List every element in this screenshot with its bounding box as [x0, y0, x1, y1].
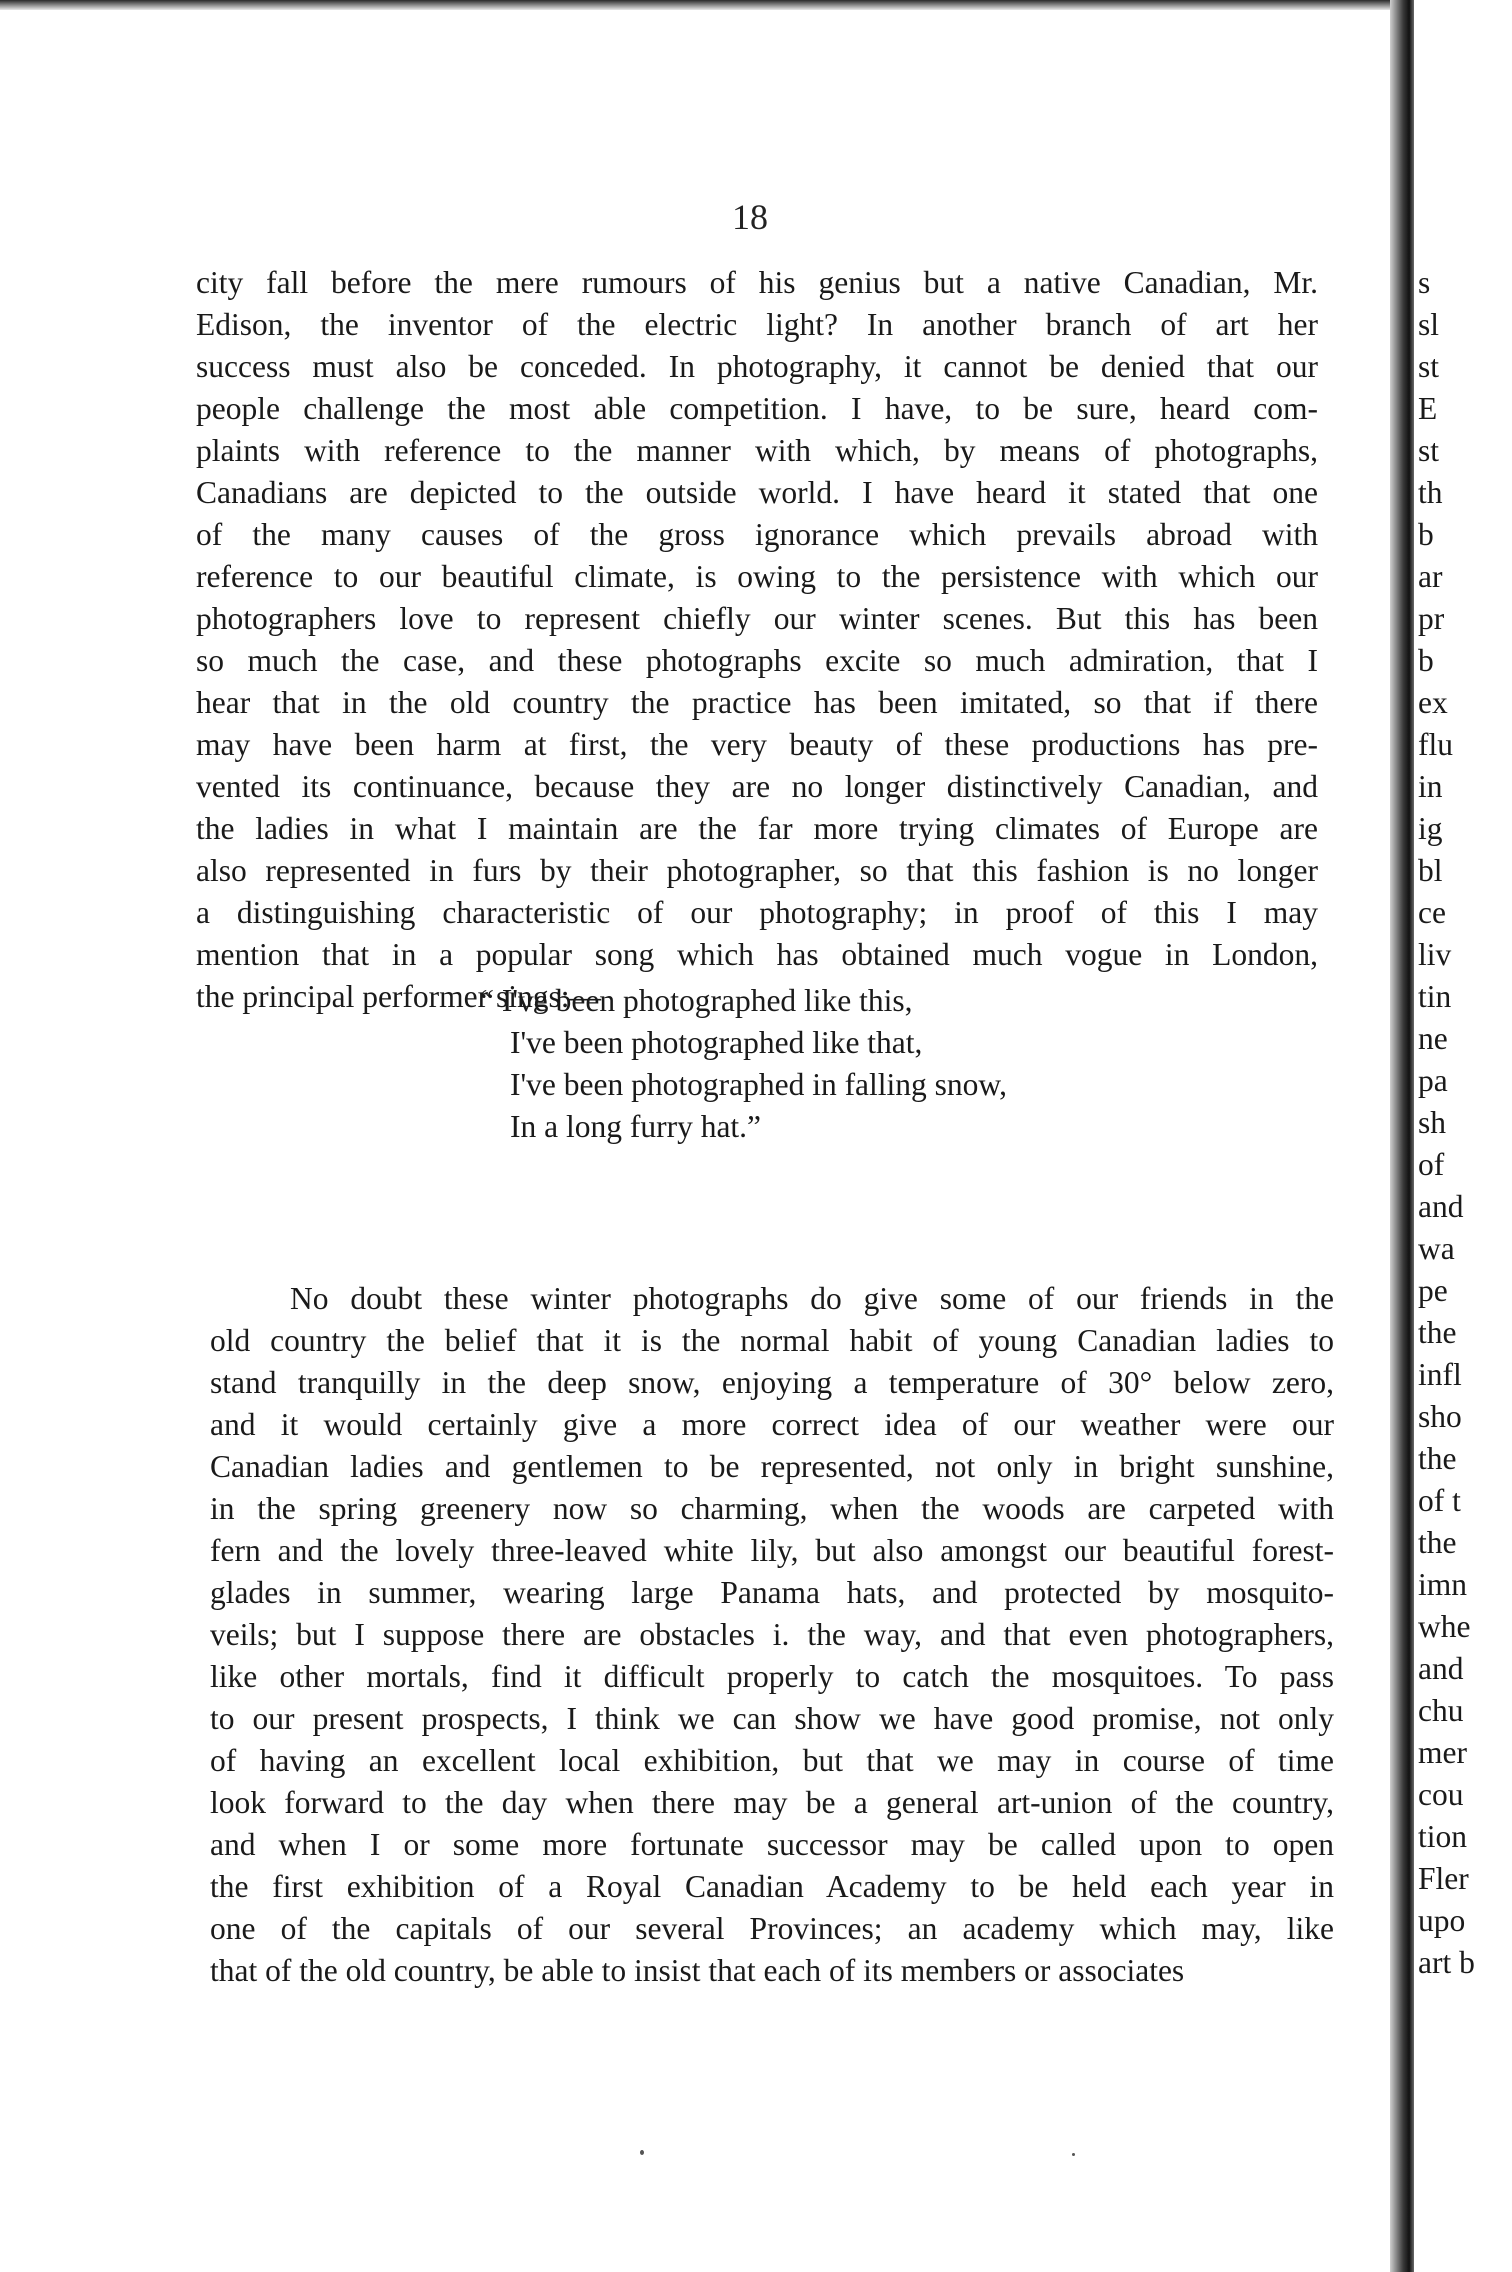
- text-line: to our present prospects, I think we can show we have good promise, not only: [210, 1701, 1334, 1736]
- adjacent-page-fragment: st: [1418, 433, 1440, 468]
- verse-line: In a long furry hat.”: [510, 1109, 762, 1144]
- paragraph-two: [210, 1278, 1334, 1992]
- adjacent-page-fragment: sl: [1418, 307, 1440, 342]
- adjacent-page-fragment: imn: [1418, 1567, 1468, 1602]
- text-line: Canadians are depicted to the outside world. I have heard it stated that one: [196, 475, 1318, 510]
- adjacent-page-fragment: pe: [1418, 1273, 1448, 1308]
- verse-line: “ I've been photographed like this,: [480, 983, 913, 1018]
- adjacent-page-fragment: and: [1418, 1189, 1464, 1224]
- adjacent-page-fragment: the: [1418, 1525, 1457, 1560]
- text-line: and it would certainly give a more correct idea of our weather were our: [210, 1407, 1334, 1442]
- adjacent-page-fragment: art b: [1418, 1945, 1475, 1980]
- adjacent-page-fragment: the: [1418, 1315, 1457, 1350]
- text-line: a distinguishing characteristic of our photography; in proof of this I may: [196, 895, 1318, 930]
- text-line: so much the case, and these photographs excite so much admiration, that I: [196, 643, 1318, 678]
- adjacent-page-fragment: th: [1418, 475, 1443, 510]
- adjacent-page-fragment: of t: [1418, 1483, 1461, 1518]
- adjacent-page-fragment: ar: [1418, 559, 1443, 594]
- text-line: people challenge the most able competition. I have, to be sure, heard com-: [196, 391, 1318, 426]
- text-line: city fall before the mere rumours of his genius but a native Canadian, Mr.: [196, 265, 1318, 300]
- adjacent-page-fragment: Fler: [1418, 1861, 1469, 1896]
- ink-speck: [1072, 2153, 1075, 2156]
- text-line: hear that in the old country the practice has been imitated, so that if there: [196, 685, 1318, 720]
- text-line: old country the belief that it is the normal habit of young Canadian ladies to: [210, 1323, 1334, 1358]
- adjacent-page-fragment: st: [1418, 349, 1440, 384]
- adjacent-page-fragment: and: [1418, 1651, 1464, 1686]
- paragraph-one: [196, 262, 1318, 1018]
- adjacent-page-fragment: flu: [1418, 727, 1453, 762]
- text-line: reference to our beautiful climate, is owing to the persistence with which our: [196, 559, 1318, 594]
- text-line: mention that in a popular song which has obtained much vogue in London,: [196, 937, 1318, 972]
- verse-line: I've been photographed like that,: [510, 1025, 923, 1060]
- text-line: the first exhibition of a Royal Canadian Academy to be held each year in: [210, 1869, 1334, 1904]
- adjacent-page-fragment: b: [1418, 517, 1434, 552]
- text-line: No doubt these winter photographs do give some of our friends in the: [290, 1281, 1334, 1316]
- text-line: plaints with reference to the manner with which, by means of photographs,: [196, 433, 1318, 468]
- text-line: fern and the lovely three-leaved white lily, but also amongst our beautiful forest-: [210, 1533, 1334, 1568]
- text-line: look forward to the day when there may be a general art-union of the country,: [210, 1785, 1334, 1820]
- text-line: glades in summer, wearing large Panama hats, and protected by mosquito-: [210, 1575, 1334, 1610]
- adjacent-page-fragment: b: [1418, 643, 1434, 678]
- text-line: Edison, the inventor of the electric light? In another branch of art her: [196, 307, 1318, 342]
- adjacent-page-fragment: sho: [1418, 1399, 1462, 1434]
- text-line: photographers love to represent chiefly our winter scenes. But this has been: [196, 601, 1318, 636]
- text-line: in the spring greenery now so charming, when the woods are carpeted with: [210, 1491, 1334, 1526]
- text-line: also represented in furs by their photographer, so that this fashion is no longer: [196, 853, 1318, 888]
- text-line: of having an excellent local exhibition, but that we may in course of time: [210, 1743, 1334, 1778]
- adjacent-page-fragment: E: [1418, 391, 1438, 426]
- adjacent-page-fragment: ne: [1418, 1021, 1448, 1056]
- text-line: like other mortals, find it difficult properly to catch the mosquitoes. To pass: [210, 1659, 1334, 1694]
- adjacent-page-fragment: pr: [1418, 601, 1445, 636]
- adjacent-page-fragment: whe: [1418, 1609, 1471, 1644]
- text-line: stand tranquilly in the deep snow, enjoying a temperature of 30° below zero,: [210, 1365, 1334, 1400]
- text-line: of the many causes of the gross ignorance which prevails abroad with: [196, 517, 1318, 552]
- adjacent-page-fragment: upo: [1418, 1903, 1466, 1938]
- adjacent-page-fragment: ce: [1418, 895, 1446, 930]
- page-number: 18: [732, 197, 768, 237]
- text-line: that of the old country, be able to insist that each of its members or associates: [210, 1953, 1185, 1988]
- adjacent-page-fragment: tion: [1418, 1819, 1468, 1854]
- adjacent-page-fragment: chu: [1418, 1693, 1464, 1728]
- text-line: success must also be conceded. In photography, it cannot be denied that our: [196, 349, 1318, 384]
- book-gutter: [1390, 0, 1414, 2272]
- ink-speck: [640, 2150, 644, 2155]
- adjacent-page-fragment: bl: [1418, 853, 1443, 888]
- adjacent-page-fragment: tin: [1418, 979, 1452, 1014]
- text-line: and when I or some more fortunate successor may be called upon to open: [210, 1827, 1334, 1862]
- adjacent-page: [1414, 0, 1512, 2272]
- text-line: the ladies in what I maintain are the far more trying climates of Europe are: [196, 811, 1318, 846]
- adjacent-page-fragment: ex: [1418, 685, 1448, 720]
- text-line: Canadian ladies and gentlemen to be represented, not only in bright sunshine,: [210, 1449, 1334, 1484]
- text-line: one of the capitals of our several Provinces; an academy which may, like: [210, 1911, 1334, 1946]
- adjacent-page-fragment: pa: [1418, 1063, 1448, 1098]
- adjacent-page-fragment: in: [1418, 769, 1443, 804]
- text-line: the principal performer sings:—: [196, 979, 602, 1014]
- adjacent-page-fragment: s: [1418, 265, 1431, 300]
- adjacent-page-fragment: sh: [1418, 1105, 1447, 1140]
- adjacent-page-fragment: mer: [1418, 1735, 1467, 1770]
- adjacent-page-fragment: infl: [1418, 1357, 1462, 1392]
- adjacent-page-fragment: liv: [1418, 937, 1452, 972]
- adjacent-page-fragment: wa: [1418, 1231, 1455, 1266]
- page-top-shadow: [0, 0, 1400, 10]
- verse-line: I've been photographed in falling snow,: [510, 1067, 1008, 1102]
- adjacent-page-fragment: cou: [1418, 1777, 1464, 1812]
- adjacent-page-fragment: the: [1418, 1441, 1457, 1476]
- adjacent-page-fragment: of: [1418, 1147, 1445, 1182]
- text-line: vented its continuance, because they are no longer distinctively Canadian, and: [196, 769, 1318, 804]
- song-verse: [480, 980, 1007, 1148]
- adjacent-page-fragment: ig: [1418, 811, 1443, 846]
- text-line: may have been harm at first, the very beauty of these productions has pre-: [196, 727, 1318, 762]
- text-line: veils; but I suppose there are obstacles i. the way, and that even photographers,: [210, 1617, 1334, 1652]
